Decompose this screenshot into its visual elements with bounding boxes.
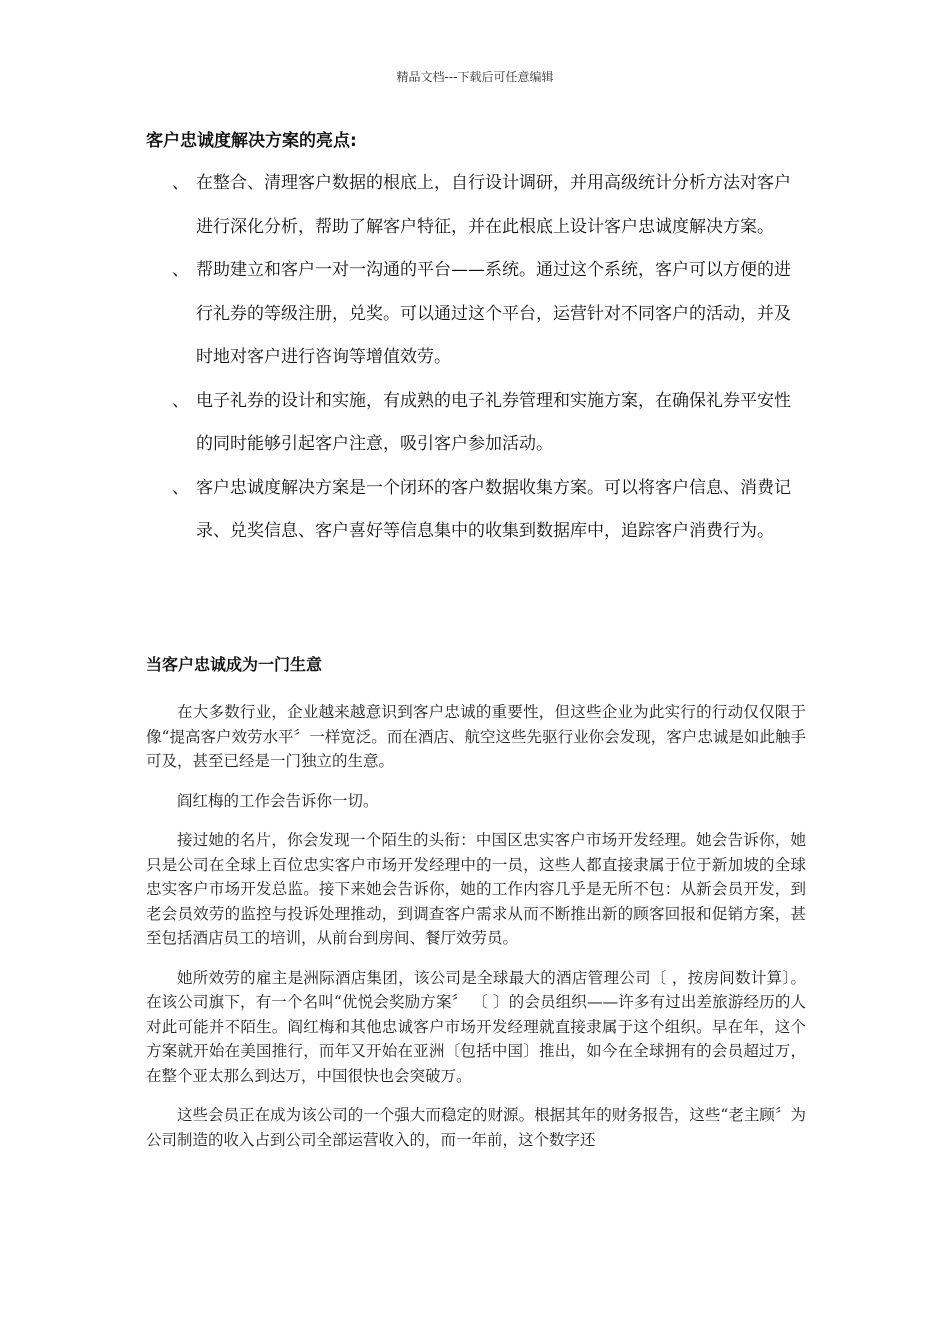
paragraph: 在大多数行业，企业越来越意识到客户忠诚的重要性，但这些企业为此实行的行动仅仅限于像“提高客户效劳水平〞一样宽泛。而在酒店、航空这些先驱行业你会发现，客户忠诚是如此触手可及，甚至已经是一门独立的生意。	[146, 703, 806, 770]
highlights-list	[172, 162, 812, 554]
bullet-mark: 、	[172, 477, 189, 498]
paragraph: 阎红梅的工作会告诉你一切。	[177, 791, 379, 810]
paragraph: 她所效劳的雇主是洲际酒店集团，该公司是全球最大的酒店管理公司〔 ，按房间数计算〕。在该公司旗下，有一个名叫“优悦会奖励方案〞 〔 〕的会员组织——许多有过出差旅游经历的人对此可能并不陌生。阎红梅和其他忠诚客户市场开发经理就直接隶属于这个组织。早在年，这个方案就开始在美国推行，而年又开始在亚洲〔包括中国〕推出，如今在全球拥有的会员超过万，在整个亚太那么到达万，中国很快也会突破万。	[146, 968, 806, 1085]
list-item	[172, 249, 812, 380]
list-item	[172, 162, 812, 249]
page-header: 精品文档---下载后可任意编辑	[396, 70, 554, 84]
list-item	[172, 467, 812, 554]
bullet-mark: 、	[172, 260, 189, 280]
list-item-text: 在整合、清理客户数据的根底上，自行设计调研，并用高级统计分析方法对客户进行深化分析，帮助了解客户特征，并在此根底上设计客户忠诚度解决方案。	[196, 173, 791, 237]
article-body	[146, 700, 806, 1167]
list-item-text: 帮助建立和客户一对一沟通的平台——系统。通过这个系统，客户可以方便的进行礼券的等级注册，兑奖。可以通过这个平台，运营针对不同客户的活动，并及时地对客户进行咨询等增值效劳。	[196, 260, 791, 367]
paragraph: 接过她的名片，你会发现一个陌生的头衔：中国区忠实客户市场开发经理。她会告诉你，她只是公司在全球上百位忠实客户市场开发经理中的一员，这些人都直接隶属于位于新加坡的全球忠实客户市场开发总监。接下来她会告诉你，她的工作内容几乎是无所不包：从新会员开发，到老会员效劳的监控与投诉处理推动，到调查客户需求从而不断推出新的顾客回报和促销方案，甚至包括酒店员工的培训，从前台到房间、餐厅效劳员。	[146, 831, 806, 947]
section-title-highlights: 客户忠诚度解决方案的亮点:	[146, 131, 357, 151]
list-item	[172, 380, 812, 467]
bullet-mark: 、	[172, 390, 189, 411]
list-item-text: 电子礼券的设计和实施，有成熟的电子礼券管理和实施方案，在确保礼券平安性的同时能够引起客户注意，吸引客户参加活动。	[196, 390, 791, 454]
section-title-loyalty-business: 当客户忠诚成为一门生意	[146, 655, 323, 674]
paragraph: 这些会员正在成为该公司的一个强大而稳定的财源。根据其年的财务报告，这些“老主顾〞为公司制造的收入占到公司全部运营收入的，而一年前，这个数字还	[146, 1106, 806, 1149]
bullet-mark: 、	[172, 173, 189, 193]
list-item-text: 客户忠诚度解决方案是一个闭环的客户数据收集方案。可以将客户信息、消费记录、兑奖信息、客户喜好等信息集中的收集到数据库中，追踪客户消费行为。	[196, 477, 791, 541]
